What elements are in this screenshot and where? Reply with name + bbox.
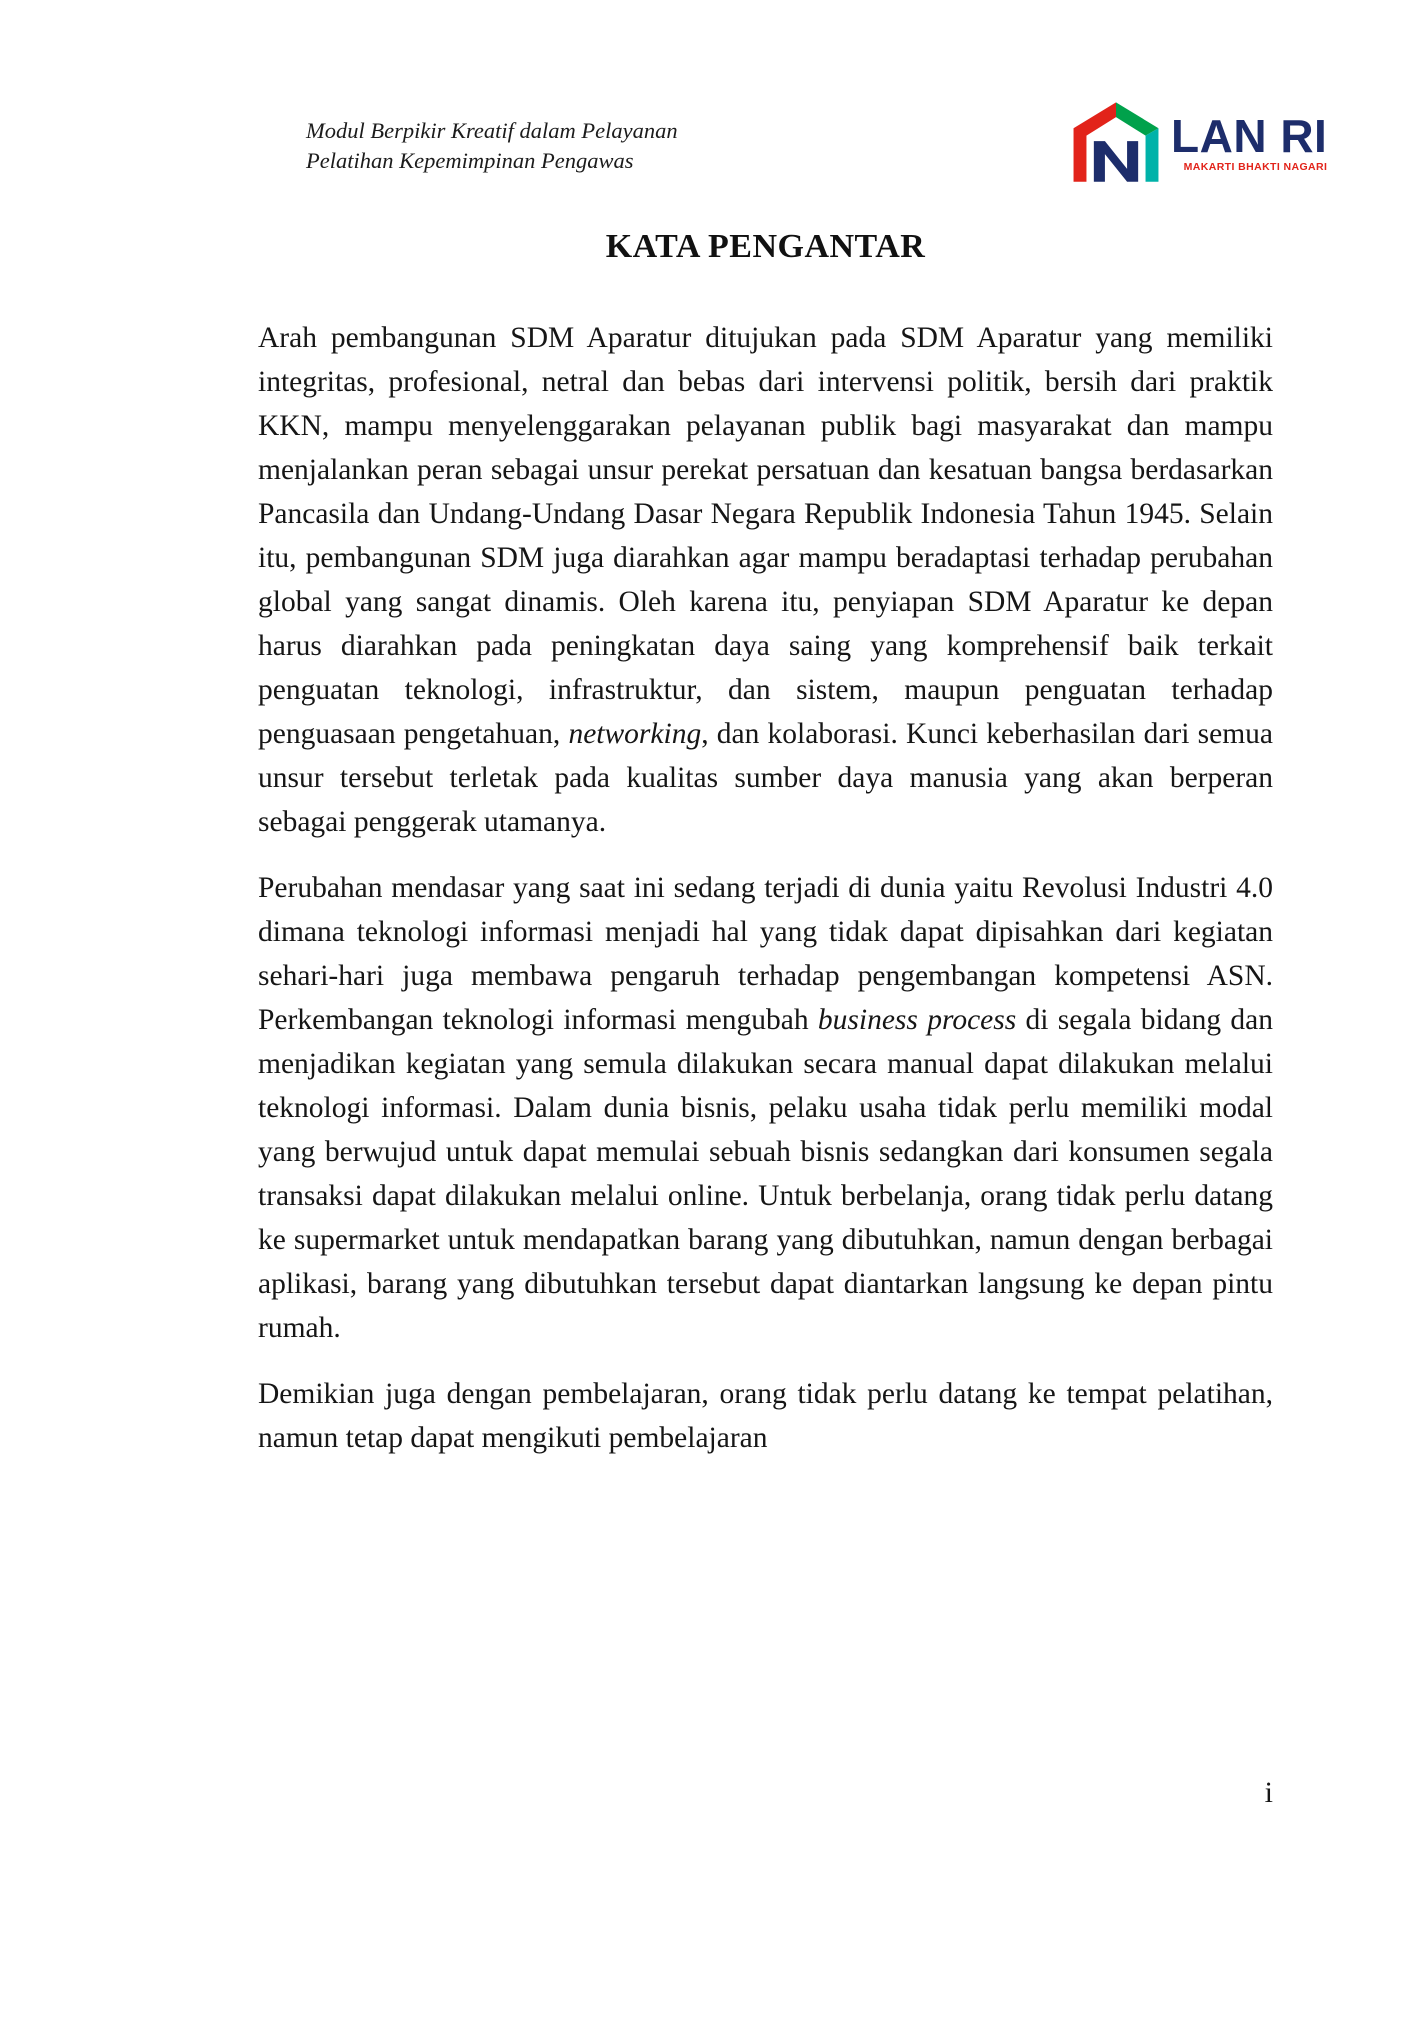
header-line-1: Modul Berpikir Kreatif dalam Pelayanan xyxy=(306,118,678,143)
logo-tagline: MAKARTI BHAKTI NAGARI xyxy=(1183,161,1328,173)
lan-ri-logo xyxy=(1068,100,1327,186)
paragraph-1: Arah pembangunan SDM Aparatur ditujukan pada SDM Aparatur yang memiliki integritas, profesional, netral dan bebas dari intervensi politik, bersih dari praktik KKN, mampu menyelenggarakan pelayanan publik bagi masyarakat dan mampu menjalankan peran sebagai unsur perekat persatuan dan kesatuan bangsa berdasarkan Pancasila dan Undang-Undang Dasar Negara Republik Indonesia Tahun 1945. Selain itu, pembangunan SDM juga diarahkan agar mampu beradaptasi terhadap perubahan global yang sangat dinamis. Oleh karena itu, penyiapan SDM Aparatur ke depan harus diarahkan pada peningkatan daya saing yang komprehensif baik terkait penguatan teknologi, infrastruktur, dan sistem, maupun penguatan terhadap penguasaan pengetahuan, networking, dan kolaborasi. Kunci keberhasilan dari semua unsur tersebut terletak pada kualitas sumber daya manusia yang akan berperan sebagai penggerak utamanya. xyxy=(258,322,1273,838)
header-line-2: Pelatihan Kepemimpinan Pengawas xyxy=(306,148,634,173)
page-number: i xyxy=(1264,1776,1273,1809)
logo-letter-n xyxy=(1094,141,1138,182)
lan-ri-logo-icon xyxy=(1068,100,1164,186)
logo-shape-right-teal xyxy=(1146,128,1159,182)
running-header xyxy=(306,116,678,176)
paragraph-2: Perubahan mendasar yang saat ini sedang terjadi di dunia yaitu Revolusi Industri 4.0 dimana teknologi informasi menjadi hal yang tidak dapat dipisahkan dari kegiatan sehari-hari juga membawa pengaruh terhadap pengembangan kompetensi ASN. Perkembangan teknologi informasi mengubah business process di segala bidang dan menjadikan kegiatan yang semula dilakukan secara manual dapat dilakukan melalui teknologi informasi. Dalam dunia bisnis, pelaku usaha tidak perlu memiliki modal yang berwujud untuk dapat memulai sebuah bisnis sedangkan dari konsumen segala transaksi dapat dilakukan melalui online. Untuk berbelanja, orang tidak perlu datang ke supermarket untuk mendapatkan barang yang dibutuhkan, namun dengan berbagai aplikasi, barang yang dibutuhkan tersebut dapat diantarkan langsung ke depan pintu rumah. xyxy=(258,872,1273,1344)
logo-shape-roof-green xyxy=(1116,102,1158,135)
logo-wordmark: LAN RI xyxy=(1171,110,1328,162)
paragraph-3: Demikian juga dengan pembelajaran, orang tidak perlu datang ke tempat pelatihan, namun tetap dapat mengikuti pembelajaran xyxy=(258,1378,1273,1454)
page-title: KATA PENGANTAR xyxy=(605,228,926,265)
logo-text-block xyxy=(1171,110,1328,173)
document-body xyxy=(258,316,1273,1482)
